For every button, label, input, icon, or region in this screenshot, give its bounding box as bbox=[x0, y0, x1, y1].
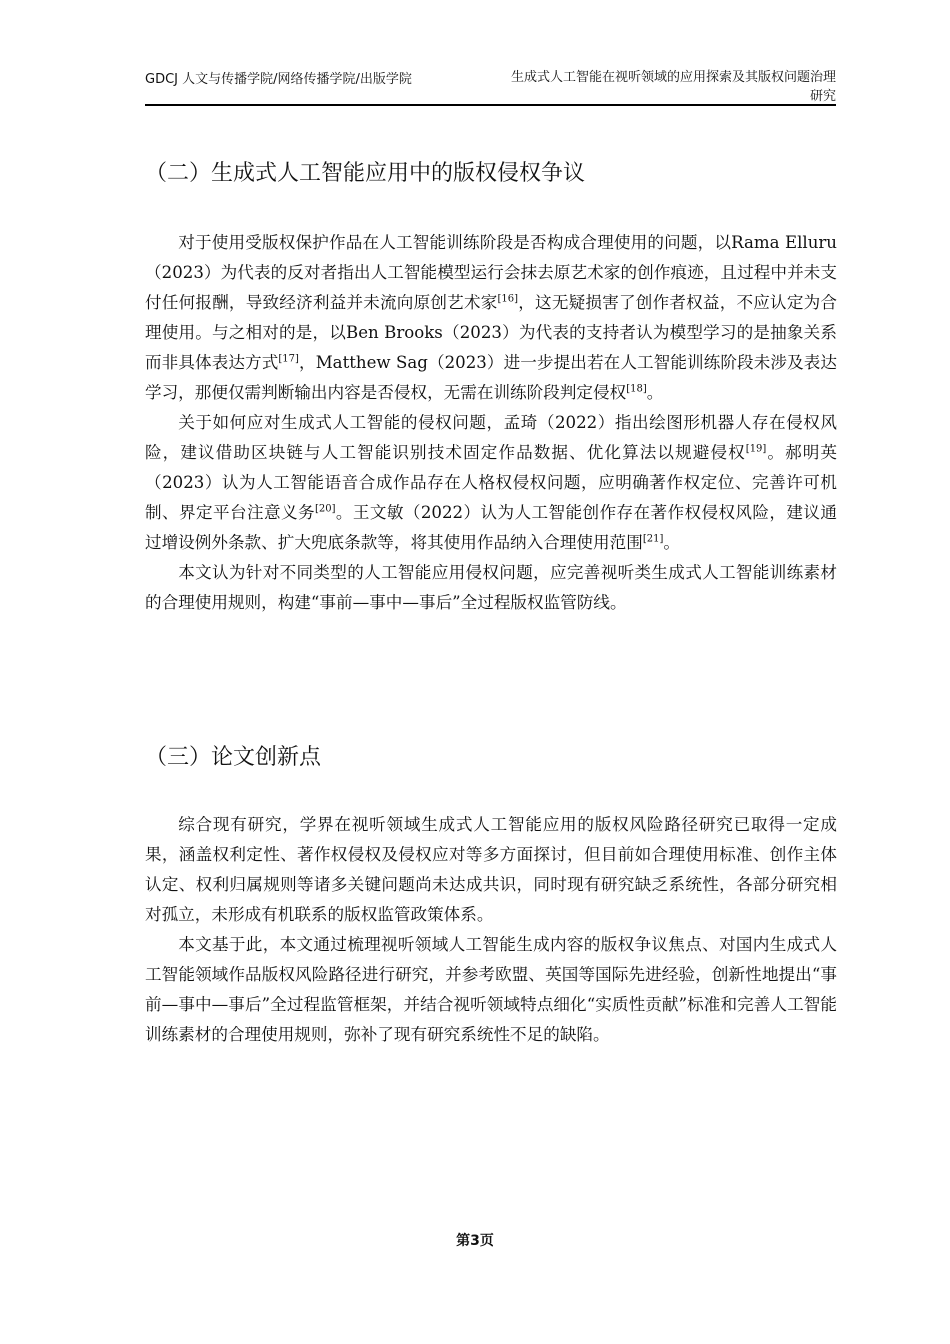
section-2-body bbox=[145, 228, 837, 618]
citation-16: [16] bbox=[497, 293, 519, 305]
text-run: 。王文敏（2022）认为人工智能创作存在著作权侵权风险，建议通过增设例外条款、扩大兜底条款等，将其使用作品纳入合理使用范围 bbox=[145, 503, 838, 552]
text-run: 。郝明英（2023）认为人工智能语音合成作品存在人格权侵权问题，应明确著作权定位、完善许可机制、界定平台注意义务 bbox=[145, 443, 838, 522]
section-3-heading: （三）论文创新点 bbox=[145, 745, 322, 770]
text-run: 对于使用受版权保护作品在人工智能训练阶段是否构成合理使用的问题，以Rama Elluru（2023）为代表的反对者指出人工智能模型运行会抹去原艺术家的创作痕迹，且过程中并未支付任何报酬，导致经济利益并未流向原创艺术家 bbox=[145, 233, 837, 312]
section-2-paragraph-3: 本文认为针对不同类型的人工智能应用侵权问题，应完善视听类生成式人工智能训练素材的合理使用规则，构建“事前—事中—事后”全过程版权监管防线。 bbox=[145, 563, 837, 612]
section-2-heading: （二）生成式人工智能应用中的版权侵权争议 bbox=[145, 161, 586, 186]
citation-18: [18] bbox=[626, 383, 647, 395]
section-2-paragraph-1 bbox=[145, 228, 837, 408]
text-run: ，这无疑损害了创作者权益，不应认定为合理使用。与之相对的是，以Ben Brooks（2023）为代表的支持者认为模型学习的是抽象关系而非具体表达方式 bbox=[145, 293, 838, 372]
text-run: 。 bbox=[646, 383, 664, 402]
running-header-left: GDCJ 人文与传播学院/网络传播学院/出版学院 bbox=[145, 72, 412, 87]
text-run: 。 bbox=[663, 533, 680, 552]
header-divider bbox=[145, 104, 836, 106]
running-header-right: 生成式人工智能在视听领域的应用探索及其版权问题治理研究 bbox=[510, 70, 836, 104]
citation-20: [20] bbox=[314, 503, 336, 515]
text-run: ，Matthew Sag（2023）进一步提出若在人工智能训练阶段未涉及表达学习，那便仅需判断输出内容是否侵权，无需在训练阶段判定侵权 bbox=[145, 353, 838, 402]
section-3-paragraph-1: 综合现有研究，学界在视听领域生成式人工智能应用的版权风险路径研究已取得一定成果，涵盖权利定性、著作权侵权及侵权应对等多方面探讨，但目前如合理使用标准、创作主体认定、权利归属规则等诸多关键问题尚未达成共识，同时现有研究缺乏系统性，各部分研究相对孤立，未形成有机联系的版权监管政策体系。 bbox=[145, 815, 837, 924]
citation-19: [19] bbox=[745, 443, 767, 455]
text-run: 关于如何应对生成式人工智能的侵权问题，孟琦（2022）指出绘图形机器人存在侵权风险，建议借助区块链与人工智能识别技术固定作品数据、优化算法以规避侵权 bbox=[145, 413, 837, 462]
citation-17: [17] bbox=[278, 353, 299, 365]
citation-21: [21] bbox=[642, 533, 664, 545]
page-number: 第3页 bbox=[456, 1233, 494, 1249]
section-3-paragraph-2: 本文基于此，本文通过梳理视听领域人工智能生成内容的版权争议焦点、对国内生成式人工智能领域作品版权风险路径进行研究，并参考欧盟、英国等国际先进经验，创新性地提出“事前—事中—事后”全过程监管框架，并结合视听领域特点细化“实质性贡献”标准和完善人工智能训练素材的合理使用规则，弥补了现有研究系统性不足的缺陷。 bbox=[145, 935, 837, 1044]
section-3-body bbox=[145, 810, 837, 1050]
section-2-paragraph-2 bbox=[145, 408, 837, 558]
